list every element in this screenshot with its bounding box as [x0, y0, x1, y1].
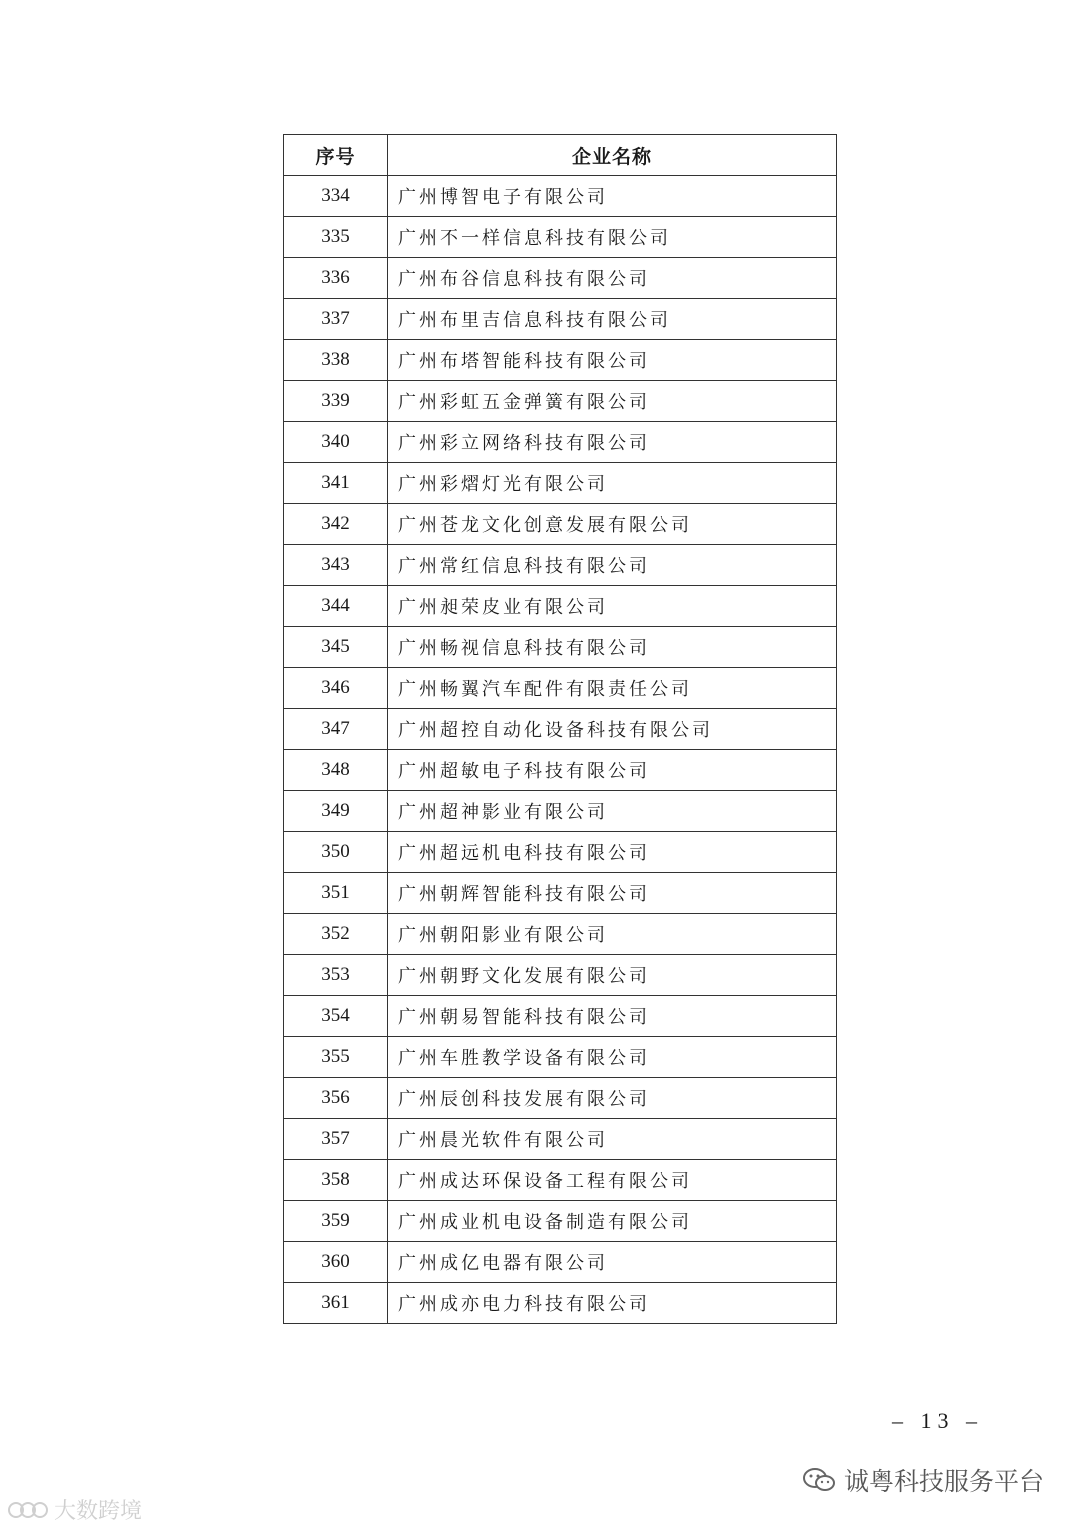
table-row — [284, 586, 837, 627]
row-company-name: 广州苍龙文化创意发展有限公司 — [388, 504, 837, 545]
row-serial-number: 351 — [284, 873, 388, 914]
row-serial-number: 355 — [284, 1037, 388, 1078]
table-row — [284, 381, 837, 422]
row-company-name: 广州成亿电器有限公司 — [388, 1242, 837, 1283]
row-company-name: 广州晨光软件有限公司 — [388, 1119, 837, 1160]
row-company-name: 广州超敏电子科技有限公司 — [388, 750, 837, 791]
row-serial-number: 337 — [284, 299, 388, 340]
table-row — [284, 1242, 837, 1283]
row-company-name: 广州畅视信息科技有限公司 — [388, 627, 837, 668]
row-serial-number: 356 — [284, 1078, 388, 1119]
row-company-name: 广州超控自动化设备科技有限公司 — [388, 709, 837, 750]
table-row — [284, 1037, 837, 1078]
row-company-name: 广州彩虹五金弹簧有限公司 — [388, 381, 837, 422]
row-company-name: 广州朝易智能科技有限公司 — [388, 996, 837, 1037]
row-serial-number: 336 — [284, 258, 388, 299]
row-serial-number: 346 — [284, 668, 388, 709]
row-company-name: 广州畅翼汽车配件有限责任公司 — [388, 668, 837, 709]
row-serial-number: 339 — [284, 381, 388, 422]
row-serial-number: 349 — [284, 791, 388, 832]
table-row — [284, 914, 837, 955]
row-company-name: 广州布塔智能科技有限公司 — [388, 340, 837, 381]
row-serial-number: 353 — [284, 955, 388, 996]
table-row — [284, 1078, 837, 1119]
table-row — [284, 463, 837, 504]
row-company-name: 广州车胜教学设备有限公司 — [388, 1037, 837, 1078]
watermark-wechat — [802, 1462, 1044, 1498]
table-row — [284, 299, 837, 340]
row-serial-number: 359 — [284, 1201, 388, 1242]
table-row — [284, 422, 837, 463]
row-serial-number: 343 — [284, 545, 388, 586]
row-serial-number: 358 — [284, 1160, 388, 1201]
row-serial-number: 352 — [284, 914, 388, 955]
row-company-name: 广州彩熠灯光有限公司 — [388, 463, 837, 504]
row-company-name: 广州常红信息科技有限公司 — [388, 545, 837, 586]
row-serial-number: 338 — [284, 340, 388, 381]
row-serial-number: 340 — [284, 422, 388, 463]
row-serial-number: 342 — [284, 504, 388, 545]
row-serial-number: 347 — [284, 709, 388, 750]
row-serial-number: 344 — [284, 586, 388, 627]
table-row — [284, 504, 837, 545]
table-row — [284, 955, 837, 996]
row-company-name: 广州博智电子有限公司 — [388, 176, 837, 217]
row-company-name: 广州朝阳影业有限公司 — [388, 914, 837, 955]
company-table — [283, 134, 837, 1324]
table-row — [284, 873, 837, 914]
table-row — [284, 1160, 837, 1201]
table-row — [284, 545, 837, 586]
watermark-brand — [8, 1494, 142, 1525]
row-company-name: 广州成达环保设备工程有限公司 — [388, 1160, 837, 1201]
page-number: – 13 – — [892, 1408, 983, 1433]
table-row — [284, 996, 837, 1037]
row-serial-number: 350 — [284, 832, 388, 873]
row-serial-number: 348 — [284, 750, 388, 791]
table-row — [284, 668, 837, 709]
table-row — [284, 832, 837, 873]
table-row — [284, 217, 837, 258]
table-body — [284, 176, 837, 1324]
row-company-name: 广州超神影业有限公司 — [388, 791, 837, 832]
watermark-left-text: 大数跨境 — [54, 1499, 143, 1524]
row-serial-number: 345 — [284, 627, 388, 668]
row-serial-number: 360 — [284, 1242, 388, 1283]
table-header-row — [284, 135, 837, 176]
row-company-name: 广州朝野文化发展有限公司 — [388, 955, 837, 996]
row-serial-number: 361 — [284, 1283, 388, 1324]
table-row — [284, 791, 837, 832]
row-company-name: 广州不一样信息科技有限公司 — [388, 217, 837, 258]
header-company-name: 企业名称 — [388, 135, 837, 176]
row-serial-number: 341 — [284, 463, 388, 504]
table-row — [284, 709, 837, 750]
header-serial-number: 序号 — [284, 135, 388, 176]
row-serial-number: 334 — [284, 176, 388, 217]
table-row — [284, 1283, 837, 1324]
row-company-name: 广州超远机电科技有限公司 — [388, 832, 837, 873]
row-company-name: 广州朝辉智能科技有限公司 — [388, 873, 837, 914]
watermark-right-text: 诚粤科技服务平台 — [843, 1467, 1044, 1496]
row-serial-number: 357 — [284, 1119, 388, 1160]
row-serial-number: 335 — [284, 217, 388, 258]
row-company-name: 广州布里吉信息科技有限公司 — [388, 299, 837, 340]
table-row — [284, 1119, 837, 1160]
wechat-icon — [802, 1467, 836, 1493]
row-serial-number: 354 — [284, 996, 388, 1037]
table-row — [284, 627, 837, 668]
row-company-name: 广州昶荣皮业有限公司 — [388, 586, 837, 627]
table-row — [284, 340, 837, 381]
row-company-name: 广州布谷信息科技有限公司 — [388, 258, 837, 299]
row-company-name: 广州彩立网络科技有限公司 — [388, 422, 837, 463]
table-row — [284, 176, 837, 217]
row-company-name: 广州成亦电力科技有限公司 — [388, 1283, 837, 1324]
row-company-name: 广州成业机电设备制造有限公司 — [388, 1201, 837, 1242]
table-row — [284, 750, 837, 791]
table-row — [284, 1201, 837, 1242]
table-row — [284, 258, 837, 299]
logo-icon — [8, 1499, 48, 1521]
row-company-name: 广州辰创科技发展有限公司 — [388, 1078, 837, 1119]
